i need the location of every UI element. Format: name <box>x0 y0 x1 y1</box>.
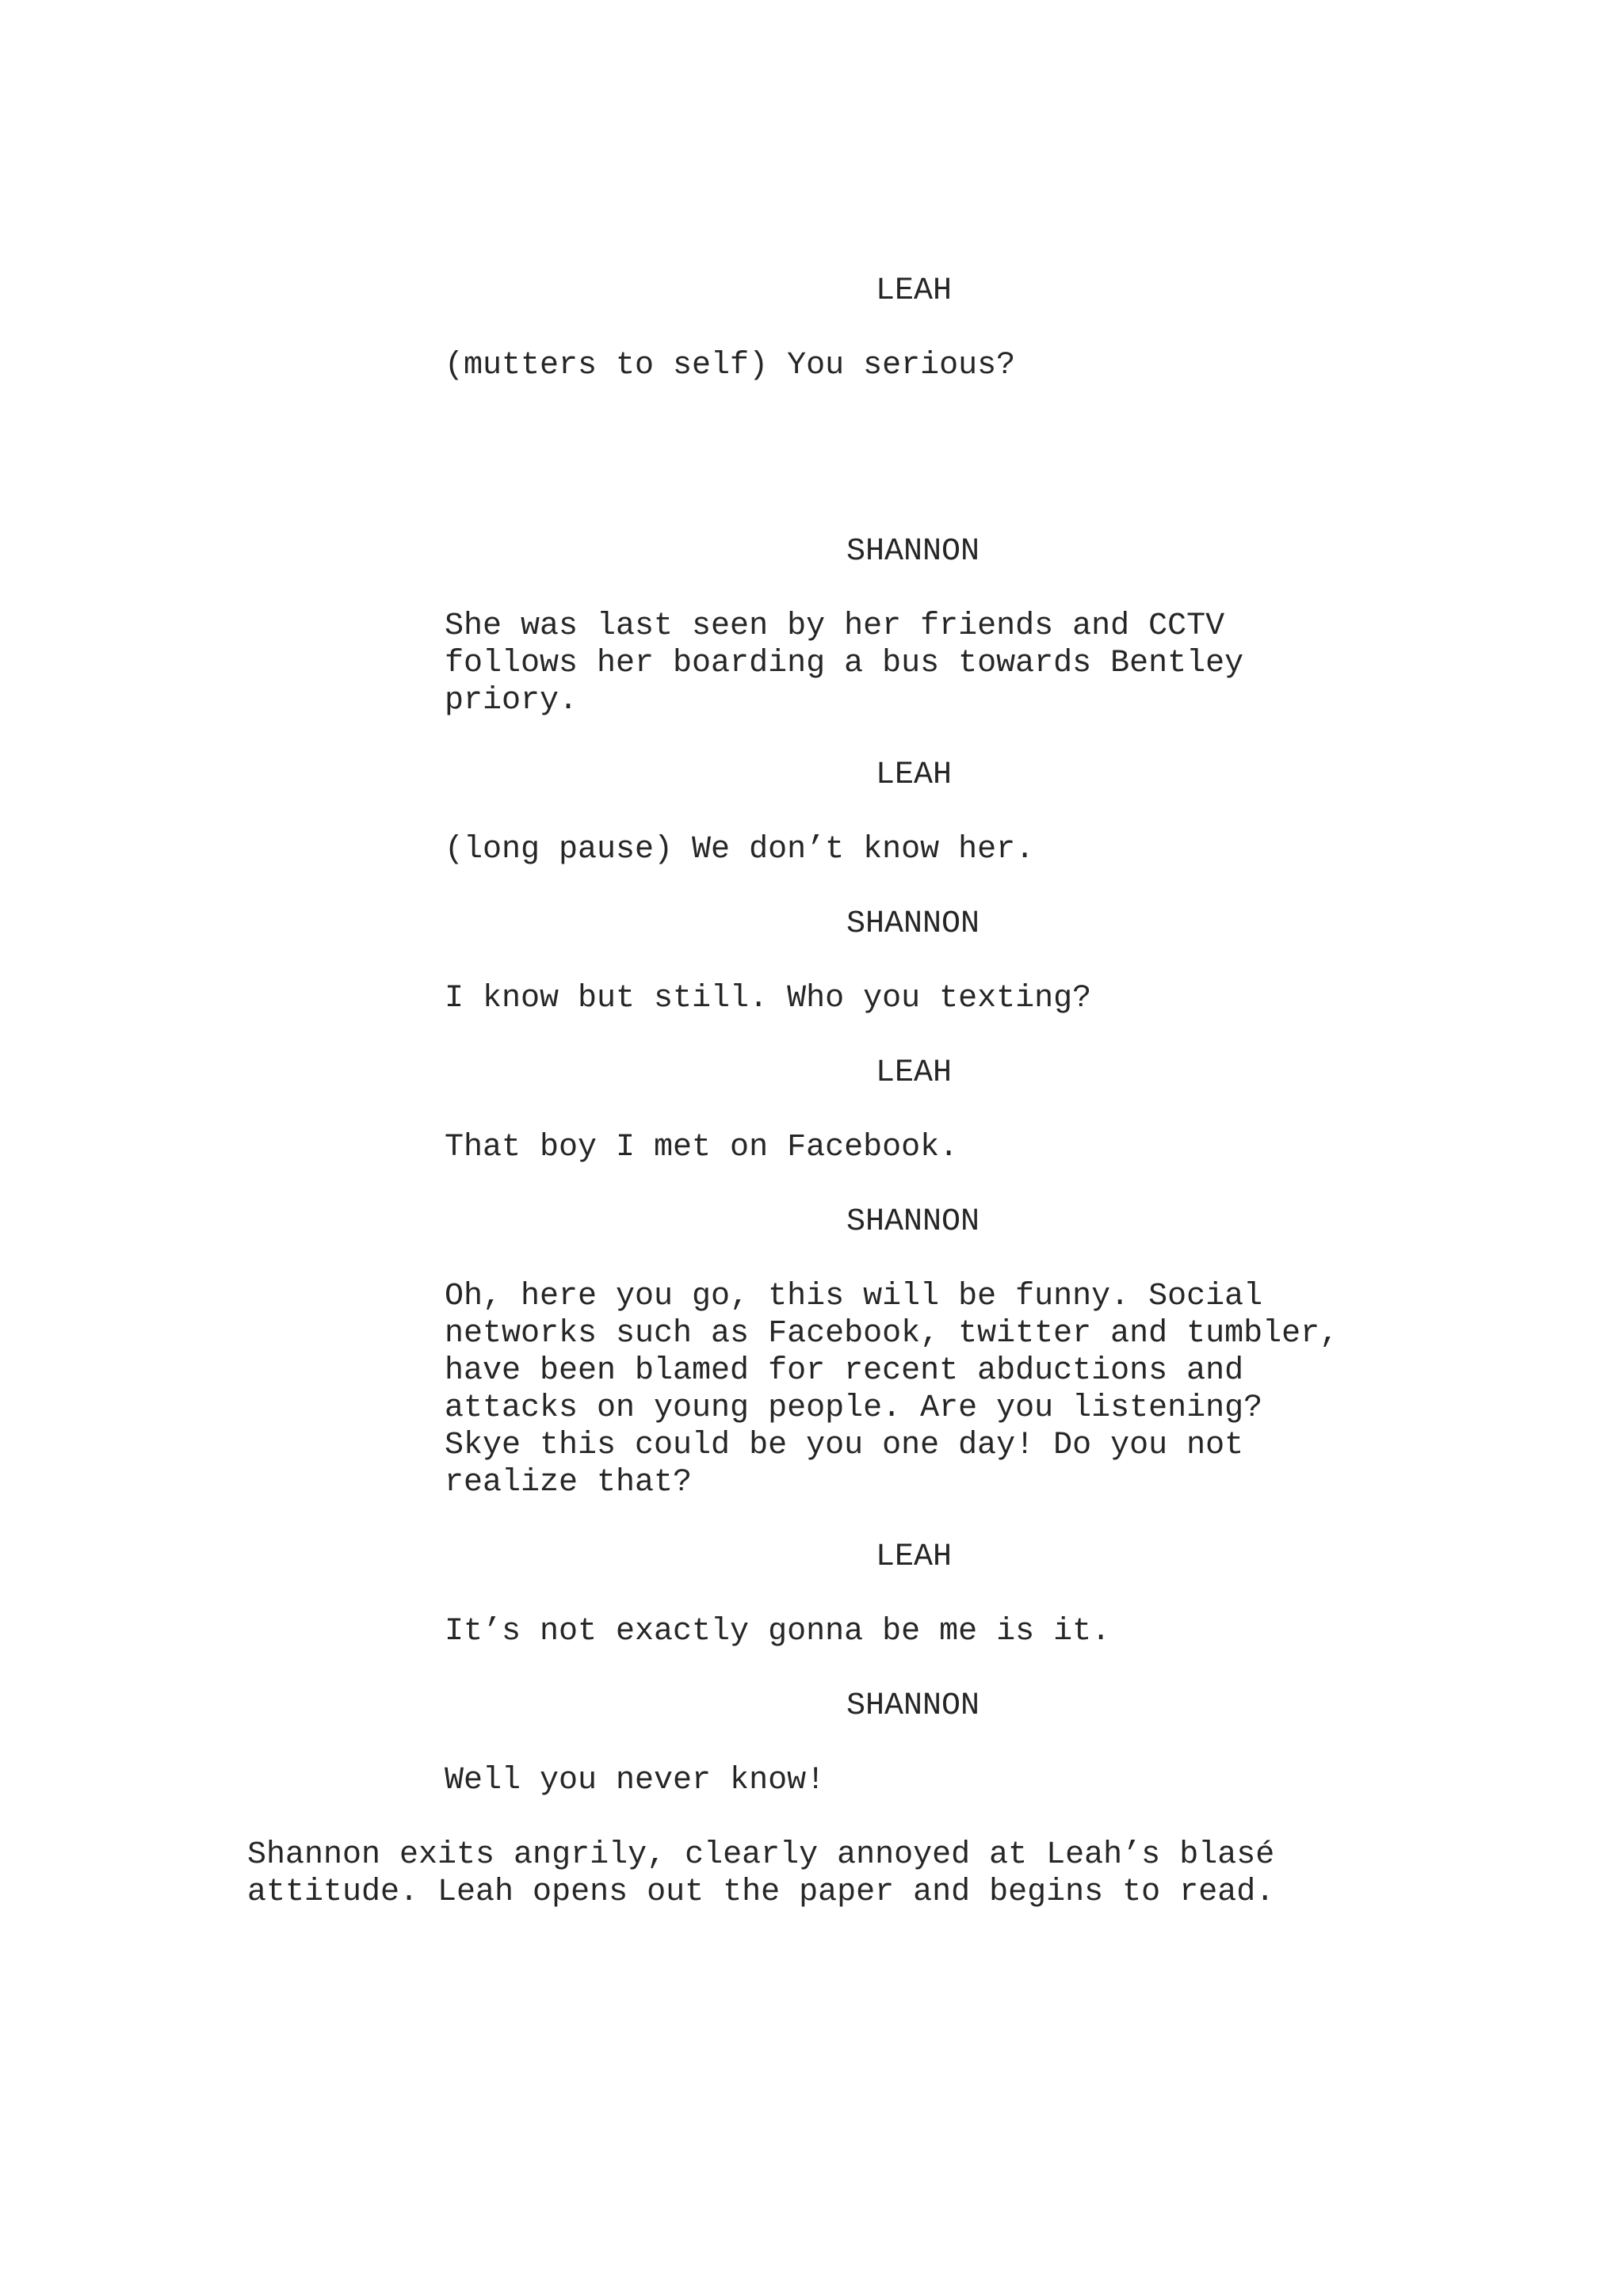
character-name: LEAH <box>876 273 953 309</box>
dialogue-line: Skye this could be you one day! Do you not <box>445 1428 1244 1463</box>
dialogue-line: Oh, here you go, this will be funny. Social <box>445 1279 1263 1314</box>
character-name: LEAH <box>876 1055 953 1091</box>
dialogue-line: have been blamed for recent abductions and <box>445 1353 1244 1389</box>
dialogue-line: (long pause) We don’t know her. <box>445 832 1035 868</box>
dialogue-line: networks such as Facebook, twitter and tumbler, <box>445 1316 1339 1352</box>
character-name: SHANNON <box>846 534 980 570</box>
dialogue-line: It’s not exactly gonna be me is it. <box>445 1614 1111 1650</box>
dialogue-line: That boy I met on Facebook. <box>445 1130 959 1165</box>
dialogue-line: realize that? <box>445 1465 693 1501</box>
dialogue-line: attacks on young people. Are you listening? <box>445 1390 1263 1426</box>
dialogue-line: She was last seen by her friends and CCTV <box>445 608 1225 644</box>
dialogue-line: Well you never know! <box>445 1763 826 1798</box>
character-name: SHANNON <box>846 1204 980 1240</box>
character-name: LEAH <box>876 1539 953 1575</box>
dialogue-line: I know but still. Who you texting? <box>445 981 1092 1016</box>
action-line: Shannon exits angrily, clearly annoyed at Leah’s blasé <box>247 1837 1275 1873</box>
character-name: SHANNON <box>846 1688 980 1724</box>
dialogue-line: (mutters to self) You serious? <box>445 348 1016 383</box>
action-line: attitude. Leah opens out the paper and begins to read. <box>247 1875 1275 1910</box>
character-name: LEAH <box>876 757 953 793</box>
dialogue-line: priory. <box>445 683 579 719</box>
character-name: SHANNON <box>846 906 980 942</box>
dialogue-line: follows her boarding a bus towards Bentley <box>445 646 1244 681</box>
